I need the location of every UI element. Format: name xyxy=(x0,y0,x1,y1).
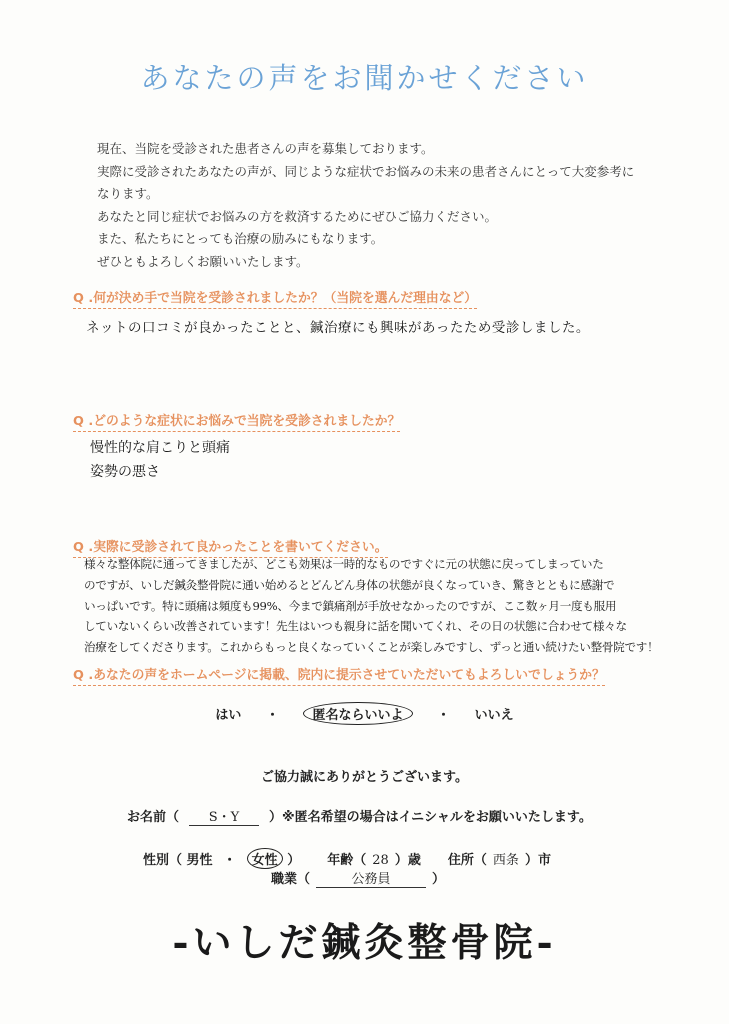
job-row xyxy=(271,868,445,888)
intro-line: 現在、当院を受診された患者さんの声を募集しております。 xyxy=(97,141,434,156)
intro-line: ぜひともよろしくお願いいたします。 xyxy=(97,253,309,269)
clinic-name: -いしだ鍼灸整骨院- xyxy=(172,920,557,966)
option-anonymous-selected[interactable]: 匿名ならいいよ xyxy=(303,702,412,725)
age-field[interactable]: 28 xyxy=(372,853,389,868)
question-good-points: Q .実際に受診されて良かったことを書いてください。 xyxy=(73,536,388,555)
gender-close: ） xyxy=(287,853,301,868)
name-row xyxy=(127,806,592,826)
address-unit: ）市 xyxy=(524,853,551,868)
intro-line: 実際に受診されたあなたの声が、同じような症状でお悩みの未来の患者さんにとって大変参考に xyxy=(97,163,635,179)
name-field[interactable]: S・Y xyxy=(189,806,259,826)
gender-separator: ・ xyxy=(223,853,237,868)
option-no[interactable]: いいえ xyxy=(474,708,514,723)
answer-line: 治療をしてくださります。これからもっと良くなっていくことが楽しみですし、ずっと通い続けたい整骨院です！ xyxy=(84,640,659,655)
intro-line: あなたと同じ症状でお悩みの方を救済するためにぜひご協力ください。 xyxy=(97,208,498,224)
answer-line: していないくらい改善されています！先生はいつも親身に話を聞いてくれ、その日の状態に合わせて様々な xyxy=(84,619,627,634)
answer-reason: ネットの口コミが良かったことと、鍼治療にも興味があったため受診しました。 xyxy=(86,320,590,336)
gender-option-male[interactable]: 男性 xyxy=(186,853,213,868)
gender-option-female-selected[interactable]: 女性 xyxy=(247,848,283,869)
question-symptoms: Q .どのような症状にお悩みで当院を受診されましたか？ xyxy=(73,410,400,429)
profile-row xyxy=(143,848,551,869)
gender-label: 性別（ xyxy=(143,853,183,868)
thanks-message: ご協力誠にありがとうございます。 xyxy=(261,770,468,785)
age-label: 年齢（ xyxy=(327,853,367,868)
address-label: 住所（ xyxy=(447,853,487,868)
page-title: あなたの声をお聞かせください xyxy=(140,61,589,95)
name-note: ）※匿名希望の場合はイニシャルをお願いいたします。 xyxy=(269,810,592,825)
answer-good-points xyxy=(84,554,694,658)
permission-options xyxy=(0,702,729,725)
answer-symptoms xyxy=(90,436,230,484)
answer-line: 様々な整体院に通ってきましたが、どこも効果は一時的なものですぐに元の状態に戻ってしまっていた xyxy=(84,557,604,571)
job-field[interactable]: 公務員 xyxy=(316,868,426,888)
name-label: お名前（ xyxy=(127,810,180,825)
answer-line: 慢性的な肩こりと頭痛 xyxy=(90,440,230,456)
intro-text xyxy=(97,138,697,274)
intro-line: なります。 xyxy=(97,186,159,202)
option-yes[interactable]: はい xyxy=(215,708,242,723)
answer-line: いっぱいです。特に頭痛は頻度も99%、今まで鎮痛剤が手放せなかったのですが、ここ数ヶ月一度も服用 xyxy=(84,598,617,613)
question-permission: Q .あなたの声をホームページに掲載、院内に提示させていただいてもよろしいでしょうか？ xyxy=(73,664,605,683)
question-reason: Q .何が決め手で当院を受診されましたか？（当院を選んだ理由など） xyxy=(73,287,477,306)
job-label: 職業（ xyxy=(271,872,311,887)
job-close: ） xyxy=(432,872,446,887)
intro-line: また、私たちにとっても治療の励みにもなります。 xyxy=(97,231,384,247)
option-separator: ・ xyxy=(265,708,279,723)
age-unit: ）歳 xyxy=(394,853,421,868)
address-field[interactable]: 西条 xyxy=(492,853,519,868)
answer-line: 姿勢の悪さ xyxy=(90,464,160,480)
answer-line: のですが、いしだ鍼灸整骨院に通い始めるとどんどん身体の状態が良くなっていき、驚きとともに感謝で xyxy=(84,577,615,592)
option-separator: ・ xyxy=(437,708,451,723)
